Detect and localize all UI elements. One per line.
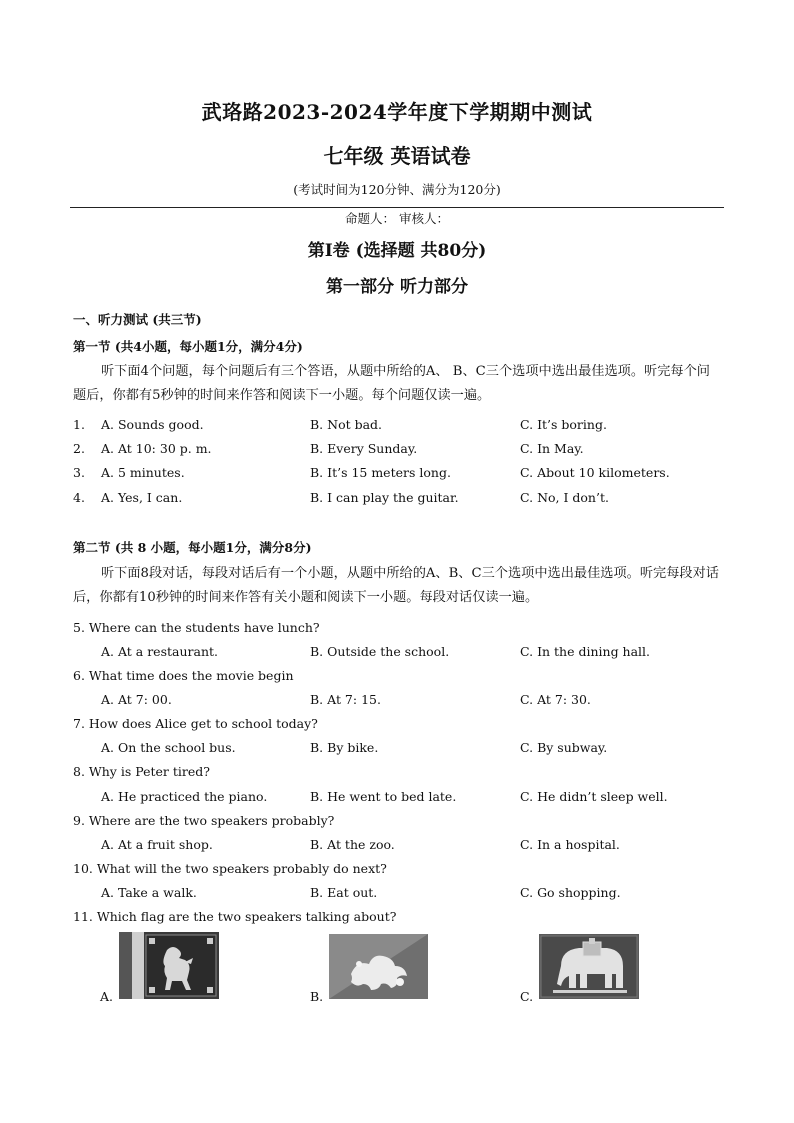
header-divider bbox=[70, 207, 724, 208]
option-b: B. At 7: 15. bbox=[310, 692, 381, 707]
flag-option-a-label: A. bbox=[100, 989, 114, 1004]
option-b: B. It’s 15 meters long. bbox=[310, 465, 451, 480]
option-a: A. At a fruit shop. bbox=[101, 837, 213, 852]
section1-heading: 第一节 (共4小题，每小题1分，满分4分) bbox=[73, 339, 303, 354]
option-c: C. In the dining hall. bbox=[520, 644, 651, 659]
option-b: B. He went to bed late. bbox=[310, 789, 457, 804]
question-9: 9. Where are the two speakers probably? bbox=[73, 813, 335, 828]
option-a: A. 5 minutes. bbox=[101, 465, 185, 480]
option-c: C. Go shopping. bbox=[520, 885, 621, 900]
list-item bbox=[73, 490, 723, 512]
question-6: 6. What time does the movie begin bbox=[73, 668, 294, 683]
question-6-options bbox=[73, 692, 723, 714]
question-8-options bbox=[73, 789, 723, 811]
exam-subtitle: 七年级 英语试卷 bbox=[323, 144, 471, 168]
option-b: B. Every Sunday. bbox=[310, 441, 418, 456]
item-number: 2. bbox=[73, 441, 85, 456]
section1-instructions: 听下面4个问题，每个问题后有三个答语，从题中所给的A、 B、C三个选项中选出最佳选项。听完每个问题后，你都有5秒钟的时间来作答和阅读下一小题。每个问题仅读一遍。 bbox=[73, 364, 710, 403]
list-item bbox=[73, 417, 723, 439]
question-5: 5. Where can the students have lunch? bbox=[73, 620, 320, 635]
option-a: A. Take a walk. bbox=[101, 885, 197, 900]
option-b: B. Outside the school. bbox=[310, 644, 450, 659]
flag-option-c-label: C. bbox=[520, 989, 534, 1004]
option-c: C. By subway. bbox=[520, 740, 608, 755]
question-10-options bbox=[73, 885, 723, 907]
option-b: B. I can play the guitar. bbox=[310, 490, 459, 505]
exam-title: 武珞路2023-2024学年度下学期期中测试 bbox=[201, 100, 593, 124]
option-b: B. By bike. bbox=[310, 740, 379, 755]
setter-line: 命题人： 审核人： bbox=[345, 211, 449, 226]
option-b: B. At the zoo. bbox=[310, 837, 395, 852]
question-8: 8. Why is Peter tired? bbox=[73, 764, 210, 779]
option-c: C. At 7: 30. bbox=[520, 692, 591, 707]
option-a: A. At 7: 00. bbox=[101, 692, 172, 707]
option-b: B. Not bad. bbox=[310, 417, 383, 432]
option-c: C. In May. bbox=[520, 441, 584, 456]
option-a: A. He practiced the piano. bbox=[101, 789, 268, 804]
option-a: A. Sounds good. bbox=[101, 417, 204, 432]
option-a: A. On the school bus. bbox=[101, 740, 236, 755]
dragon-flag-icon bbox=[329, 934, 428, 999]
item-number: 3. bbox=[73, 465, 85, 480]
part-title: 第一部分 听力部分 bbox=[326, 277, 468, 297]
option-a: A. Yes, I can. bbox=[101, 490, 183, 505]
question-10: 10. What will the two speakers probably do next? bbox=[73, 861, 387, 876]
option-c: C. No, I don’t. bbox=[520, 490, 609, 505]
elephant-flag-icon bbox=[539, 934, 639, 999]
list-item bbox=[73, 465, 723, 487]
question-5-options bbox=[73, 644, 723, 666]
flag-option-b-label: B. bbox=[310, 989, 324, 1004]
question-9-options bbox=[73, 837, 723, 859]
item-number: 1. bbox=[73, 417, 85, 432]
section2-heading: 第二节 (共 8 小题，每小题1分，满分8分) bbox=[73, 540, 312, 555]
volume-title: 第Ⅰ卷 (选择题 共80分) bbox=[307, 241, 487, 261]
option-b: B. Eat out. bbox=[310, 885, 378, 900]
option-c: C. It’s boring. bbox=[520, 417, 607, 432]
question-7: 7. How does Alice get to school today? bbox=[73, 716, 318, 731]
section2-instructions: 听下面8段对话，每段对话后有一个小题，从题中所给的A、B、C三个选项中选出最佳选项。听完每段对话后，你都有10秒钟的时间来作答有关小题和阅读下一小题。每段对话仅读一遍。 bbox=[73, 566, 719, 605]
list-item bbox=[73, 441, 723, 463]
option-c: C. He didn’t sleep well. bbox=[520, 789, 668, 804]
question-7-options bbox=[73, 740, 723, 762]
item-number: 4. bbox=[73, 490, 85, 505]
option-a: A. At a restaurant. bbox=[101, 644, 218, 659]
option-c: C. In a hospital. bbox=[520, 837, 620, 852]
option-c: C. About 10 kilometers. bbox=[520, 465, 670, 480]
option-a: A. At 10: 30 p. m. bbox=[101, 441, 212, 456]
listening-heading: 一、听力测试 (共三节) bbox=[73, 312, 202, 327]
question-11: 11. Which flag are the two speakers talking about? bbox=[73, 909, 397, 924]
lion-flag-icon bbox=[119, 932, 219, 999]
exam-time-note: (考试时间为120分钟、满分为120分) bbox=[293, 182, 501, 197]
